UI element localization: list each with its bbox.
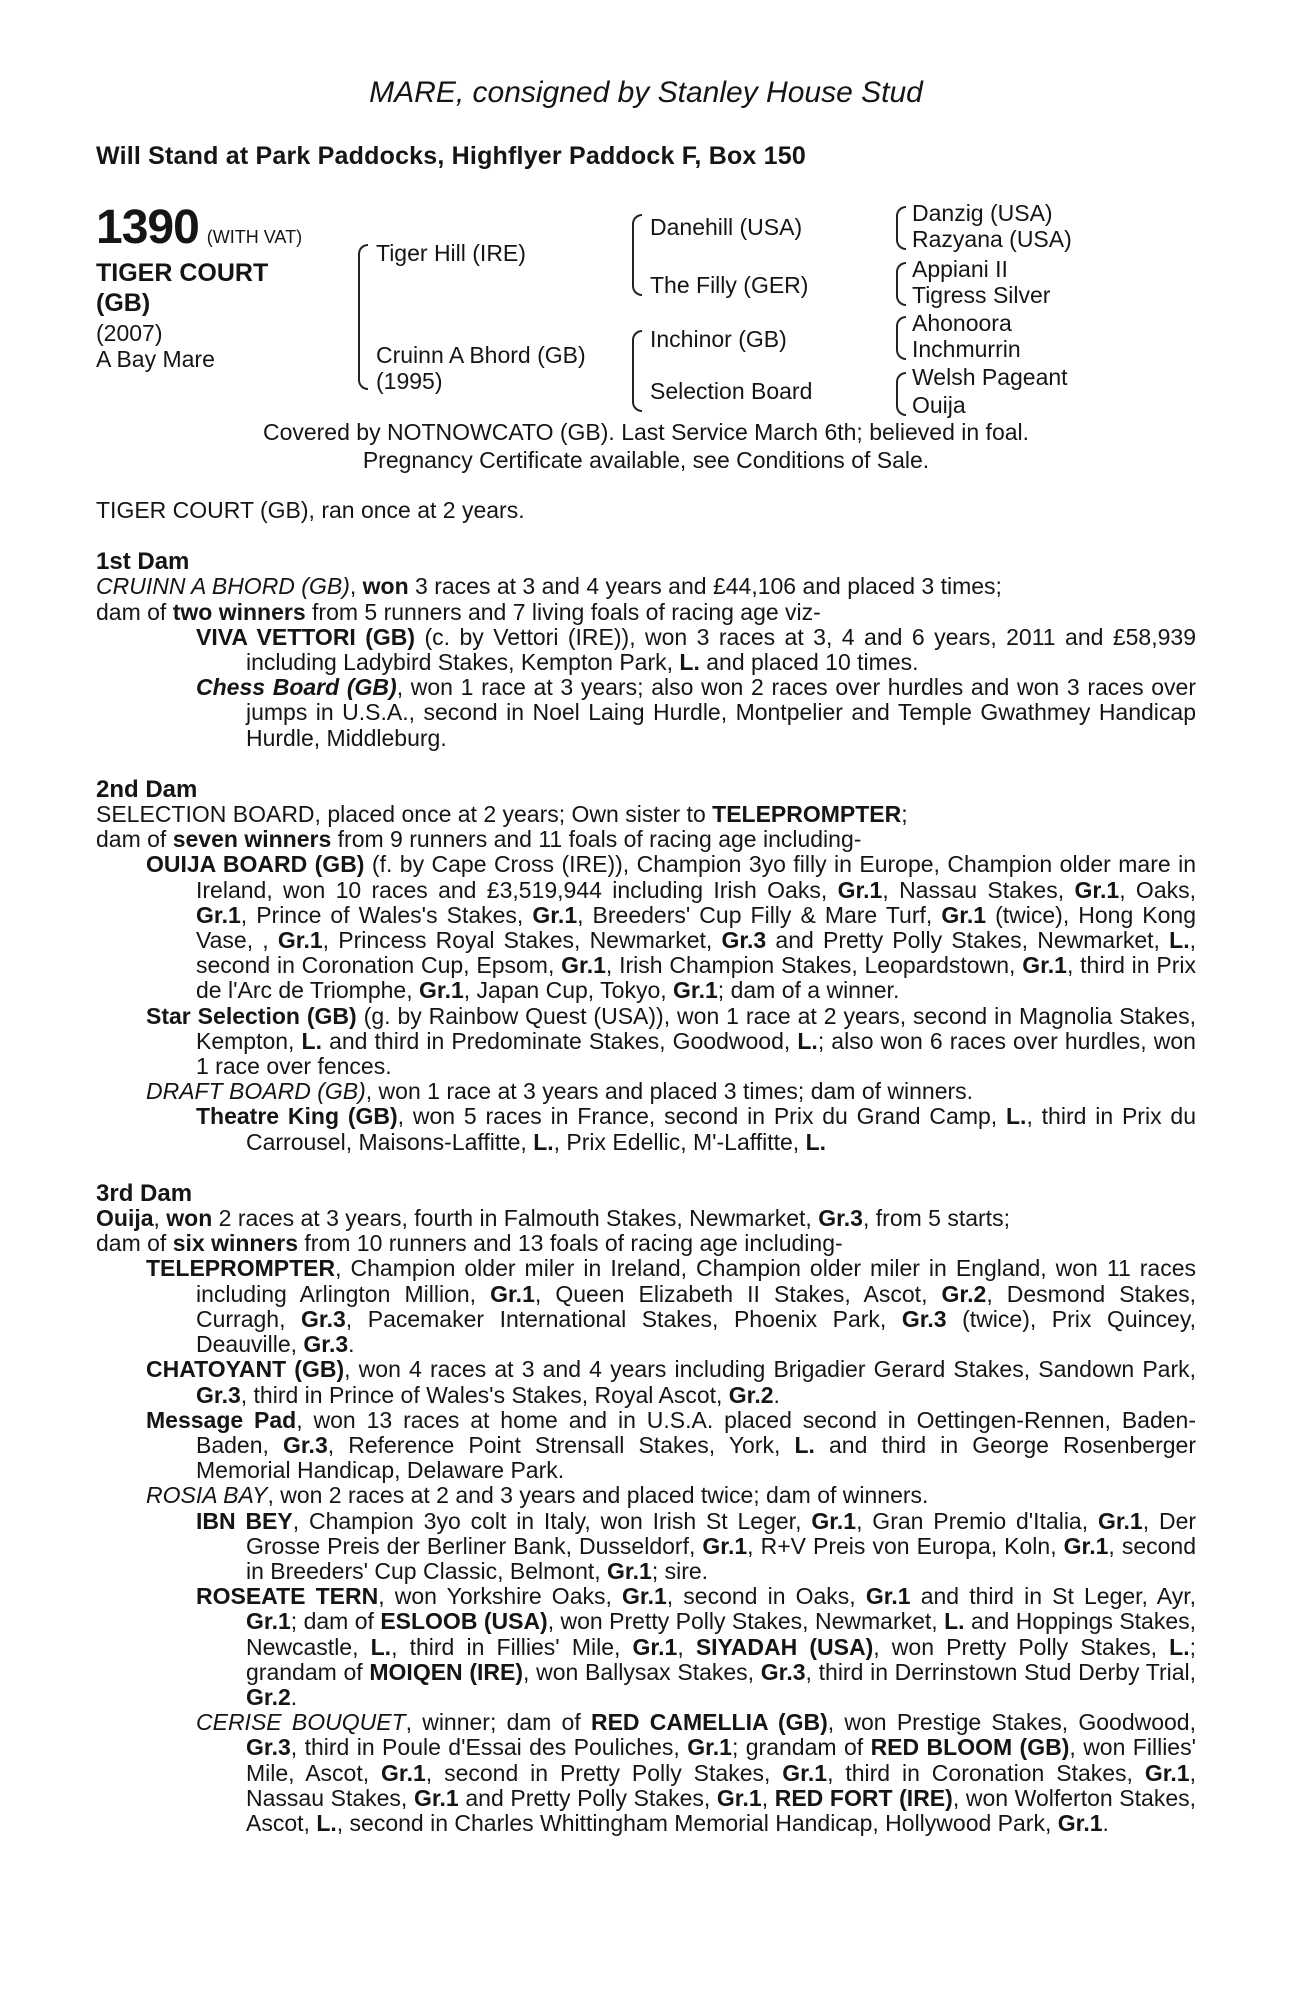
covered-line1: Covered by NOTNOWCATO (GB). Last Service March 6th; believed in foal. <box>262 419 1030 445</box>
lot-vat: (WITH VAT) <box>206 227 303 247</box>
pedigree-brace-g2 <box>896 262 906 306</box>
dam3-grandprogeny-roseate-tern: ROSEATE TERN, won Yorkshire Oaks, Gr.1, second in Oaks, Gr.1 and third in St Leger, Ayr, Gr.1; dam of ESLOOB (USA), won Pretty Polly Stakes, Newmarket, L. and Hoppings Stakes, Newcastle, L., third in Fillies' Mile, Gr.1, SIYADAH (USA), won Pretty Polly Stakes, L.; grandam of MOIQEN (IRE), won Ballysax Stakes, Gr.3, third in Derrinstown Stud Derby Trial, Gr.2. <box>196 1583 1197 1710</box>
dam1-summary: CRUINN A BHORD (GB), won 3 races at 3 and 4 years and £44,106 and placed 3 times; <box>96 573 1002 600</box>
dam3-summary: Ouija, won 2 races at 3 years, fourth in Falmouth Stakes, Newmarket, Gr.3, from 5 starts; <box>96 1205 1010 1232</box>
dam1-progeny-2: Chess Board (GB), won 1 race at 3 years; also won 2 races over hurdles and won 3 races over jumps in U.S.A., second in Noel Laing Hurdle, Montpelier and Temple Gwathmey Handicap Hurdle, Middleburg. <box>196 674 1197 751</box>
dam3-grandprogeny-ibn-bey: IBN BEY, Champion 3yo colt in Italy, won Irish St Leger, Gr.1, Gran Premio d'Italia, Gr.1, Der Grosse Preis der Berliner Bank, Dusseldorf, Gr.1, R+V Preis von Europa, Koln, Gr.1, second in Breeders' Cup Classic, Belmont, Gr.1; sire. <box>196 1507 1197 1584</box>
dam3-progeny-chatoyant: CHATOYANT (GB), won 4 races at 3 and 4 years including Brigadier Gerard Stakes, Sandown Park, Gr.3, third in Prince of Wales's Stakes, Royal Ascot, Gr.2. <box>146 1356 1196 1408</box>
pedigree-brace-dam <box>632 330 642 412</box>
dam2-progeny-ouija-board: OUIJA BOARD (GB) (f. by Cape Cross (IRE)), Champion 3yo filly in Europe, Champion older mare in Ireland, won 10 races and £3,519,944 including Irish Oaks, Gr.1, Nassau Stakes, Gr.1, Oaks, Gr.1, Prince of Wales's Stakes, Gr.1, Breeders' Cup Filly & Mare Turf, Gr.1 (twice), Hong Kong Vase, , Gr.1, Princess Royal Stakes, Newmarket, Gr.3 and Pretty Polly Stakes, Newmarket, L., second in Coronation Cup, Epsom, Gr.1, Irish Champion Stakes, Leopardstown, Gr.1, third in Prix de l'Arc de Triomphe, Gr.1, Japan Cup, Tokyo, Gr.1; dam of a winner. <box>146 851 1197 1004</box>
pedigree-sire-dam: The Filly (GER) <box>650 272 809 298</box>
dam2-grandprogeny-theatre-king: Theatre King (GB), won 5 races in France, second in Prix du Grand Camp, L., third in Prix du Carrousel, Maisons-Laffitte, L., Prix Edellic, M'-Laffitte, L. <box>196 1103 1196 1155</box>
pedigree-gg3: Appiani II <box>912 256 1008 282</box>
pedigree-brace-g3 <box>896 316 906 360</box>
pedigree-gg7: Welsh Pageant <box>912 364 1068 390</box>
dam3-progeny-message-pad: Message Pad, won 13 races at home and in U.S.A. placed second in Oettingen-Rennen, Baden-Baden, Gr.3, Reference Point Strensall Stakes, York, L. and third in George Rosenberger Memorial Handicap, Delaware Park. <box>146 1406 1197 1484</box>
dam2-progeny-star-selection: Star Selection (GB) (g. by Rainbow Quest (USA)), won 1 race at 2 years, second in Magnolia Stakes, Kempton, L. and third in Predominate Stakes, Goodwood, L.; also won 6 races over hurdles, won 1 race over fences. <box>146 1002 1196 1080</box>
pedigree-brace-g4 <box>896 372 906 416</box>
horse-year: (2007) <box>96 320 163 346</box>
dam2-heading: 2nd Dam <box>96 775 198 803</box>
pedigree-dam-dam: Selection Board <box>650 378 813 404</box>
dam2-summary: SELECTION BOARD, placed once at 2 years; Own sister to TELEPROMPTER; <box>96 801 908 828</box>
lot-number: 1390 <box>96 201 199 254</box>
dam3-grandprogeny-cerise-bouquet: CERISE BOUQUET, winner; dam of RED CAMELLIA (GB), won Prestige Stakes, Goodwood, Gr.3, third in Poule d'Essai des Pouliches, Gr.1; grandam of RED BLOOM (GB), won Fillies' Mile, Ascot, Gr.1, second in Pretty Polly Stakes, Gr.1, third in Coronation Stakes, Gr.1, Nassau Stakes, Gr.1 and Pretty Polly Stakes, Gr.1, RED FORT (IRE), won Wolferton Stakes, Ascot, L., second in Charles Whittingham Memorial Handicap, Hollywood Park, Gr.1. <box>196 1709 1197 1836</box>
dam1-heading: 1st Dam <box>96 548 190 576</box>
dam3-progeny-rosia-bay: ROSIA BAY, won 2 races at 2 and 3 years and placed twice; dam of winners. <box>146 1482 929 1509</box>
pedigree-brace-main <box>358 244 368 390</box>
pedigree-dam-year: (1995) <box>376 368 443 394</box>
stand-location: Will Stand at Park Paddocks, Highflyer Paddock F, Box 150 <box>96 142 806 170</box>
dam3-produce: dam of six winners from 10 runners and 13 foals of racing age including- <box>96 1230 843 1257</box>
pedigree-gg8: Ouija <box>912 392 966 418</box>
pedigree-gg5: Ahonoora <box>912 310 1012 336</box>
pedigree-brace-g1 <box>896 206 906 250</box>
dam3-heading: 3rd Dam <box>96 1179 193 1207</box>
covered-notice <box>96 418 1196 474</box>
pedigree-dam: Cruinn A Bhord (GB) <box>376 342 586 368</box>
lot-heading <box>96 200 302 255</box>
page-title: MARE, consigned by Stanley House Stud <box>369 76 923 109</box>
horse-description: A Bay Mare <box>96 346 215 372</box>
dam3-progeny-teleprompter: TELEPROMPTER, Champion older miler in Ireland, Champion older miler in England, won 11 races including Arlington Million, Gr.1, Queen Elizabeth II Stakes, Ascot, Gr.2, Desmond Stakes, Curragh, Gr.3, Pacemaker International Stakes, Phoenix Park, Gr.3 (twice), Prix Quincey, Deauville, Gr.3. <box>146 1255 1197 1358</box>
pedigree-gg6: Inchmurrin <box>912 336 1021 362</box>
dam1-progeny-1: VIVA VETTORI (GB) (c. by Vettori (IRE)), won 3 races at 3, 4 and 6 years, 2011 and £58,939 including Ladybird Stakes, Kempton Park, L. and placed 10 times. <box>196 623 1196 676</box>
catalogue-body <box>96 498 1196 1836</box>
horse-name-line1: TIGER COURT <box>96 259 269 287</box>
pedigree-gg4: Tigress Silver <box>912 282 1051 308</box>
covered-line2: Pregnancy Certificate available, see Conditions of Sale. <box>362 447 930 473</box>
dam2-produce: dam of seven winners from 9 runners and 11 foals of racing age including- <box>96 826 862 853</box>
pedigree-gg2: Razyana (USA) <box>912 226 1072 252</box>
dam2-progeny-draft-board: DRAFT BOARD (GB), won 1 race at 3 years and placed 3 times; dam of winners. <box>146 1078 974 1105</box>
pedigree-brace-sire <box>632 214 642 296</box>
horse-name <box>96 258 316 318</box>
pedigree-dam-sire: Inchinor (GB) <box>650 326 787 352</box>
intro-text: TIGER COURT (GB), ran once at 2 years. <box>96 497 525 523</box>
pedigree-sire-sire: Danehill (USA) <box>650 214 803 240</box>
pedigree-sire: Tiger Hill (IRE) <box>376 240 526 266</box>
horse-name-line2: (GB) <box>96 289 151 317</box>
dam1-produce: dam of two winners from 5 runners and 7 living foals of racing age viz- <box>96 598 821 625</box>
pedigree-gg1: Danzig (USA) <box>912 200 1053 226</box>
